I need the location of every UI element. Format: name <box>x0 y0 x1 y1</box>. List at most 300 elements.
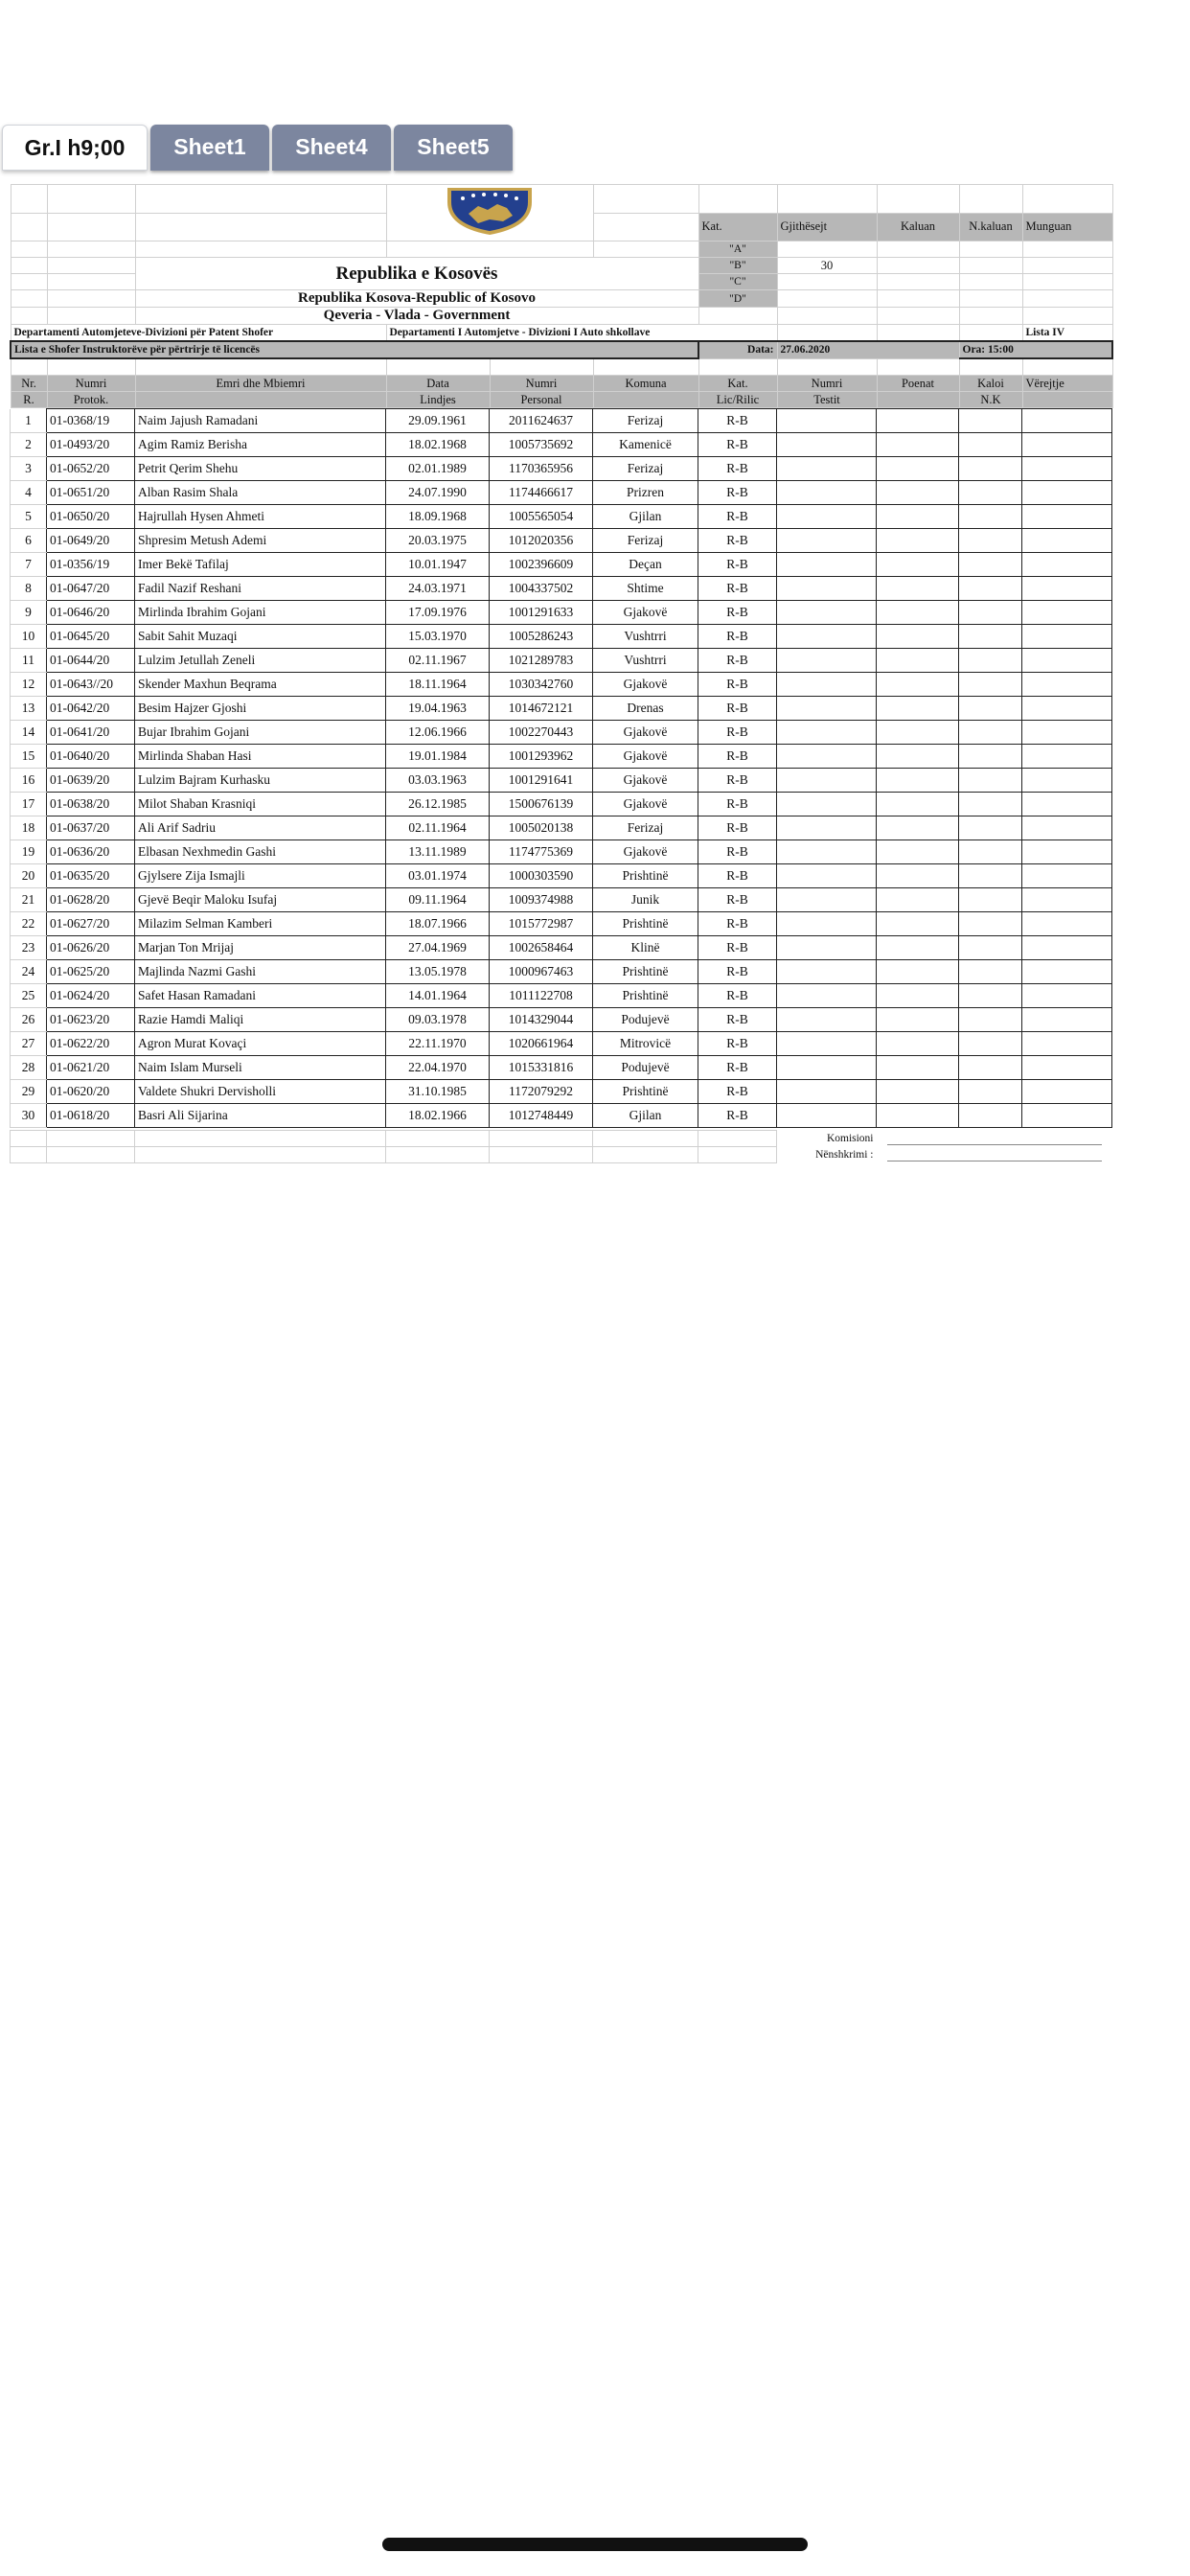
protocol-number: 01-0628/20 <box>47 888 135 912</box>
empty-cell <box>1022 481 1112 505</box>
row-number: 4 <box>11 481 47 505</box>
empty-cell <box>877 960 959 984</box>
full-name: Elbasan Nexhmedin Gashi <box>135 840 386 864</box>
full-name: Petrit Qerim Shehu <box>135 457 386 481</box>
personal-number: 1170365956 <box>490 457 593 481</box>
empty-cell <box>1022 601 1112 625</box>
empty-cell <box>777 649 877 673</box>
table-row <box>11 553 1112 577</box>
row-number: 29 <box>11 1080 47 1104</box>
empty-cell <box>877 697 959 721</box>
protocol-number: 01-0368/19 <box>47 409 135 433</box>
municipality: Prishtinë <box>593 912 698 936</box>
table-row <box>11 697 1112 721</box>
personal-number: 1014672121 <box>490 697 593 721</box>
empty-cell <box>877 577 959 601</box>
empty-cell <box>1022 864 1112 888</box>
empty-cell <box>877 481 959 505</box>
category: R-B <box>698 960 777 984</box>
full-name: Marjan Ton Mrijaj <box>135 936 386 960</box>
table-row <box>11 745 1112 769</box>
empty-cell <box>877 553 959 577</box>
category: R-B <box>698 601 777 625</box>
empty-cell <box>1022 673 1112 697</box>
candidate-table <box>10 408 1112 1128</box>
home-indicator <box>382 2538 808 2551</box>
category: R-B <box>698 457 777 481</box>
row-number: 7 <box>11 553 47 577</box>
empty-cell <box>959 529 1022 553</box>
personal-number: 1500676139 <box>490 793 593 816</box>
category: R-B <box>698 505 777 529</box>
date-label: Data: <box>698 341 777 358</box>
row-number: 10 <box>11 625 47 649</box>
sheet-tabs <box>2 125 513 171</box>
birth-date: 26.12.1985 <box>386 793 490 816</box>
birth-date: 14.01.1964 <box>386 984 490 1008</box>
personal-number: 1002270443 <box>490 721 593 745</box>
full-name: Ali Arif Sadriu <box>135 816 386 840</box>
protocol-number: 01-0651/20 <box>47 481 135 505</box>
empty-cell <box>1022 769 1112 793</box>
empty-cell <box>1022 936 1112 960</box>
table-row <box>11 864 1112 888</box>
category: R-B <box>698 625 777 649</box>
empty-cell <box>777 1056 877 1080</box>
municipality: Prishtinë <box>593 960 698 984</box>
municipality: Ferizaj <box>593 457 698 481</box>
category: R-B <box>698 1032 777 1056</box>
table-row <box>11 936 1112 960</box>
col-kaloi: Kaloi <box>959 376 1022 392</box>
full-name: Bujar Ibrahim Gojani <box>135 721 386 745</box>
empty-cell <box>1022 625 1112 649</box>
empty-cell <box>959 745 1022 769</box>
empty-cell <box>777 984 877 1008</box>
category: R-B <box>698 673 777 697</box>
municipality: Gjakovë <box>593 769 698 793</box>
empty-cell <box>877 984 959 1008</box>
col-lindjes: Lindjes <box>386 392 490 408</box>
empty-cell <box>959 864 1022 888</box>
empty-cell <box>1022 649 1112 673</box>
time-label: Ora: 15:00 <box>959 341 1112 358</box>
birth-date: 02.01.1989 <box>386 457 490 481</box>
col-verejtje: Vërejtje <box>1022 376 1112 392</box>
birth-date: 19.01.1984 <box>386 745 490 769</box>
personal-number: 2011624637 <box>490 409 593 433</box>
komisioni-line[interactable] <box>877 1131 1112 1147</box>
row-number: 16 <box>11 769 47 793</box>
protocol-number: 01-0641/20 <box>47 721 135 745</box>
personal-number: 1001291641 <box>490 769 593 793</box>
empty-cell <box>777 697 877 721</box>
full-name: Mirlinda Shaban Hasi <box>135 745 386 769</box>
empty-cell <box>1022 1032 1112 1056</box>
full-name: Valdete Shukri Dervisholli <box>135 1080 386 1104</box>
empty-cell <box>959 673 1022 697</box>
empty-cell <box>777 1080 877 1104</box>
protocol-number: 01-0620/20 <box>47 1080 135 1104</box>
full-name: Sabit Sahit Muzaqi <box>135 625 386 649</box>
birth-date: 20.03.1975 <box>386 529 490 553</box>
protocol-number: 01-0643//20 <box>47 673 135 697</box>
col-numri-personal: Numri <box>490 376 593 392</box>
category: R-B <box>698 721 777 745</box>
table-row <box>11 769 1112 793</box>
row-number: 22 <box>11 912 47 936</box>
category: R-B <box>698 888 777 912</box>
empty-cell <box>959 649 1022 673</box>
full-name: Naim Jajush Ramadani <box>135 409 386 433</box>
empty-cell <box>777 433 877 457</box>
row-number: 17 <box>11 793 47 816</box>
municipality: Gjakovë <box>593 673 698 697</box>
col-data: Data <box>386 376 490 392</box>
empty-cell <box>777 745 877 769</box>
empty-cell <box>1022 505 1112 529</box>
empty-cell <box>777 481 877 505</box>
empty-cell <box>1022 1104 1112 1128</box>
full-name: Agron Murat Kovaçi <box>135 1032 386 1056</box>
col-kat: Kat. <box>698 376 777 392</box>
empty-cell <box>777 457 877 481</box>
row-number: 26 <box>11 1008 47 1032</box>
personal-number: 1020661964 <box>490 1032 593 1056</box>
category: R-B <box>698 1080 777 1104</box>
category: R-B <box>698 697 777 721</box>
empty-cell <box>777 625 877 649</box>
row-number: 24 <box>11 960 47 984</box>
table-row <box>11 457 1112 481</box>
protocol-number: 01-0636/20 <box>47 840 135 864</box>
full-name: Lulzim Bajram Kurhasku <box>135 769 386 793</box>
municipality: Gjakovë <box>593 840 698 864</box>
tab-sheet4[interactable]: Sheet4 <box>272 125 391 171</box>
summary-header-kat: Kat. <box>698 213 777 242</box>
protocol-number: 01-0646/20 <box>47 601 135 625</box>
title-government: Qeveria - Vlada - Government <box>135 308 698 325</box>
summary-cat-b: "B" <box>698 258 777 274</box>
category: R-B <box>698 816 777 840</box>
empty-cell <box>959 1056 1022 1080</box>
personal-number: 1011122708 <box>490 984 593 1008</box>
birth-date: 18.09.1968 <box>386 505 490 529</box>
table-row <box>11 481 1112 505</box>
summary-header-failed: N.kaluan <box>959 213 1022 242</box>
full-name: Naim Islam Murseli <box>135 1056 386 1080</box>
personal-number: 1000303590 <box>490 864 593 888</box>
empty-cell <box>959 481 1022 505</box>
municipality: Gjilan <box>593 1104 698 1128</box>
header-grid <box>10 184 1113 408</box>
col-protok: Protok. <box>47 392 135 408</box>
full-name: Lulzim Jetullah Zeneli <box>135 649 386 673</box>
empty-cell <box>959 888 1022 912</box>
summary-header-passed: Kaluan <box>877 213 959 242</box>
empty-cell <box>959 816 1022 840</box>
table-row <box>11 888 1112 912</box>
municipality: Junik <box>593 888 698 912</box>
birth-date: 29.09.1961 <box>386 409 490 433</box>
birth-date: 27.04.1969 <box>386 936 490 960</box>
protocol-number: 01-0645/20 <box>47 625 135 649</box>
personal-number: 1001293962 <box>490 745 593 769</box>
list-number: Lista IV <box>1022 325 1112 342</box>
empty-cell <box>777 912 877 936</box>
municipality: Deçan <box>593 553 698 577</box>
komisioni-label: Komisioni <box>826 1133 874 1144</box>
personal-number: 1012020356 <box>490 529 593 553</box>
empty-cell <box>959 960 1022 984</box>
personal-number: 1014329044 <box>490 1008 593 1032</box>
table-row <box>11 960 1112 984</box>
empty-cell <box>959 1080 1022 1104</box>
full-name: Hajrullah Hysen Ahmeti <box>135 505 386 529</box>
personal-number: 1002396609 <box>490 553 593 577</box>
empty-cell <box>959 505 1022 529</box>
empty-cell <box>1022 793 1112 816</box>
tab-sheet5[interactable]: Sheet5 <box>394 125 513 171</box>
personal-number: 1002658464 <box>490 936 593 960</box>
empty-cell <box>777 721 877 745</box>
empty-cell <box>877 864 959 888</box>
municipality: Shtime <box>593 577 698 601</box>
category: R-B <box>698 553 777 577</box>
birth-date: 09.03.1978 <box>386 1008 490 1032</box>
personal-number: 1004337502 <box>490 577 593 601</box>
personal-number: 1009374988 <box>490 888 593 912</box>
empty-cell <box>777 864 877 888</box>
row-number: 28 <box>11 1056 47 1080</box>
personal-number: 1005286243 <box>490 625 593 649</box>
birth-date: 24.07.1990 <box>386 481 490 505</box>
row-number: 14 <box>11 721 47 745</box>
empty-cell <box>959 721 1022 745</box>
full-name: Milazim Selman Kamberi <box>135 912 386 936</box>
full-name: Shpresim Metush Ademi <box>135 529 386 553</box>
category: R-B <box>698 769 777 793</box>
empty-cell <box>877 769 959 793</box>
birth-date: 31.10.1985 <box>386 1080 490 1104</box>
empty-cell <box>877 529 959 553</box>
empty-cell <box>1022 745 1112 769</box>
empty-cell <box>877 888 959 912</box>
protocol-number: 01-0356/19 <box>47 553 135 577</box>
full-name: Gjylsere Zija Ismajli <box>135 864 386 888</box>
protocol-number: 01-0493/20 <box>47 433 135 457</box>
municipality: Prishtinë <box>593 984 698 1008</box>
category: R-B <box>698 745 777 769</box>
protocol-number: 01-0618/20 <box>47 1104 135 1128</box>
empty-cell <box>877 840 959 864</box>
birth-date: 10.01.1947 <box>386 553 490 577</box>
empty-cell <box>777 816 877 840</box>
empty-cell <box>777 505 877 529</box>
empty-cell <box>1022 577 1112 601</box>
protocol-number: 01-0621/20 <box>47 1056 135 1080</box>
category: R-B <box>698 984 777 1008</box>
empty-cell <box>877 912 959 936</box>
empty-cell <box>777 409 877 433</box>
row-number: 21 <box>11 888 47 912</box>
personal-number: 1005735692 <box>490 433 593 457</box>
empty-cell <box>877 745 959 769</box>
personal-number: 1012748449 <box>490 1104 593 1128</box>
personal-number: 1005020138 <box>490 816 593 840</box>
table-row <box>11 409 1112 433</box>
table-row <box>11 816 1112 840</box>
municipality: Ferizaj <box>593 409 698 433</box>
empty-cell <box>877 433 959 457</box>
birth-date: 13.05.1978 <box>386 960 490 984</box>
birth-date: 02.11.1967 <box>386 649 490 673</box>
birth-date: 18.07.1966 <box>386 912 490 936</box>
title-republika: Republika e Kosovës <box>135 258 698 290</box>
table-row <box>11 529 1112 553</box>
birth-date: 18.02.1968 <box>386 433 490 457</box>
table-row <box>11 1056 1112 1080</box>
empty-cell <box>877 936 959 960</box>
municipality: Gjakovë <box>593 601 698 625</box>
empty-cell <box>777 888 877 912</box>
birth-date: 17.09.1976 <box>386 601 490 625</box>
col-lic-rilic: Lic/Rilic <box>698 392 777 408</box>
empty-cell <box>777 601 877 625</box>
col-personal: Personal <box>490 392 593 408</box>
protocol-number: 01-0650/20 <box>47 505 135 529</box>
empty-cell <box>1022 721 1112 745</box>
birth-date: 22.11.1970 <box>386 1032 490 1056</box>
empty-cell <box>1022 457 1112 481</box>
table-row <box>11 721 1112 745</box>
personal-number: 1001291633 <box>490 601 593 625</box>
table-row <box>11 505 1112 529</box>
protocol-number: 01-0639/20 <box>47 769 135 793</box>
protocol-number: 01-0649/20 <box>47 529 135 553</box>
table-row <box>11 625 1112 649</box>
empty-cell <box>1022 960 1112 984</box>
full-name: Basri Ali Sijarina <box>135 1104 386 1128</box>
col-numri: Numri <box>47 376 135 392</box>
empty-cell <box>1022 984 1112 1008</box>
signature-line[interactable] <box>877 1147 1112 1163</box>
date-value: 27.06.2020 <box>777 341 959 358</box>
municipality: Prishtinë <box>593 864 698 888</box>
table-row <box>11 1104 1112 1128</box>
empty-cell <box>777 793 877 816</box>
empty-cell <box>1022 840 1112 864</box>
personal-number: 1172079292 <box>490 1080 593 1104</box>
personal-number: 1174466617 <box>490 481 593 505</box>
personal-number: 1015772987 <box>490 912 593 936</box>
protocol-number: 01-0647/20 <box>47 577 135 601</box>
birth-date: 09.11.1964 <box>386 888 490 912</box>
empty-cell <box>777 577 877 601</box>
municipality: Vushtrri <box>593 649 698 673</box>
summary-cat-c: "C" <box>698 274 777 290</box>
tab-gr-i[interactable]: Gr.I h9;00 <box>2 125 148 171</box>
empty-cell <box>777 960 877 984</box>
spreadsheet <box>10 184 1111 1163</box>
municipality: Klinë <box>593 936 698 960</box>
birth-date: 19.04.1963 <box>386 697 490 721</box>
col-nr: Nr. <box>11 376 47 392</box>
empty-cell <box>959 912 1022 936</box>
table-row <box>11 433 1112 457</box>
row-number: 19 <box>11 840 47 864</box>
empty-cell <box>1022 433 1112 457</box>
table-row <box>11 601 1112 625</box>
tab-sheet1[interactable]: Sheet1 <box>150 125 269 171</box>
protocol-number: 01-0625/20 <box>47 960 135 984</box>
birth-date: 22.04.1970 <box>386 1056 490 1080</box>
row-number: 27 <box>11 1032 47 1056</box>
empty-cell <box>877 625 959 649</box>
table-row <box>11 673 1112 697</box>
empty-cell <box>1022 529 1112 553</box>
department-left: Departamenti Automjeteve-Divizioni për Patent Shofer <box>11 325 386 342</box>
protocol-number: 01-0624/20 <box>47 984 135 1008</box>
empty-cell <box>959 984 1022 1008</box>
protocol-number: 01-0623/20 <box>47 1008 135 1032</box>
row-number: 12 <box>11 673 47 697</box>
empty-cell <box>877 673 959 697</box>
row-number: 11 <box>11 649 47 673</box>
full-name: Milot Shaban Krasniqi <box>135 793 386 816</box>
full-name: Fadil Nazif Reshani <box>135 577 386 601</box>
col-r: R. <box>11 392 47 408</box>
municipality: Podujevë <box>593 1008 698 1032</box>
empty-cell <box>777 1008 877 1032</box>
empty-cell <box>877 721 959 745</box>
category: R-B <box>698 649 777 673</box>
empty-cell <box>877 409 959 433</box>
full-name: Majlinda Nazmi Gashi <box>135 960 386 984</box>
empty-cell <box>959 936 1022 960</box>
protocol-number: 01-0637/20 <box>47 816 135 840</box>
col-poenat: Poenat <box>877 376 959 392</box>
row-number: 8 <box>11 577 47 601</box>
personal-number: 1005565054 <box>490 505 593 529</box>
protocol-number: 01-0627/20 <box>47 912 135 936</box>
empty-cell <box>1022 816 1112 840</box>
empty-cell <box>959 1008 1022 1032</box>
table-row <box>11 912 1112 936</box>
empty-cell <box>877 1032 959 1056</box>
municipality: Prizren <box>593 481 698 505</box>
empty-cell <box>777 553 877 577</box>
summary-header-total: Gjithësejt <box>777 213 877 242</box>
table-row <box>11 1032 1112 1056</box>
category: R-B <box>698 864 777 888</box>
title-republic: Republika Kosova-Republic of Kosovo <box>135 290 698 308</box>
birth-date: 18.02.1966 <box>386 1104 490 1128</box>
category: R-B <box>698 1056 777 1080</box>
municipality: Ferizaj <box>593 816 698 840</box>
full-name: Skender Maxhun Beqrama <box>135 673 386 697</box>
empty-cell <box>877 1056 959 1080</box>
list-title: Lista e Shofer Instruktorëve për përtrirje të licencës <box>11 341 698 358</box>
row-number: 18 <box>11 816 47 840</box>
full-name: Mirlinda Ibrahim Gojani <box>135 601 386 625</box>
municipality: Ferizaj <box>593 529 698 553</box>
row-number: 15 <box>11 745 47 769</box>
col-numri-testit: Numri <box>777 376 877 392</box>
full-name: Alban Rasim Shala <box>135 481 386 505</box>
empty-cell <box>1022 1008 1112 1032</box>
table-row <box>11 840 1112 864</box>
